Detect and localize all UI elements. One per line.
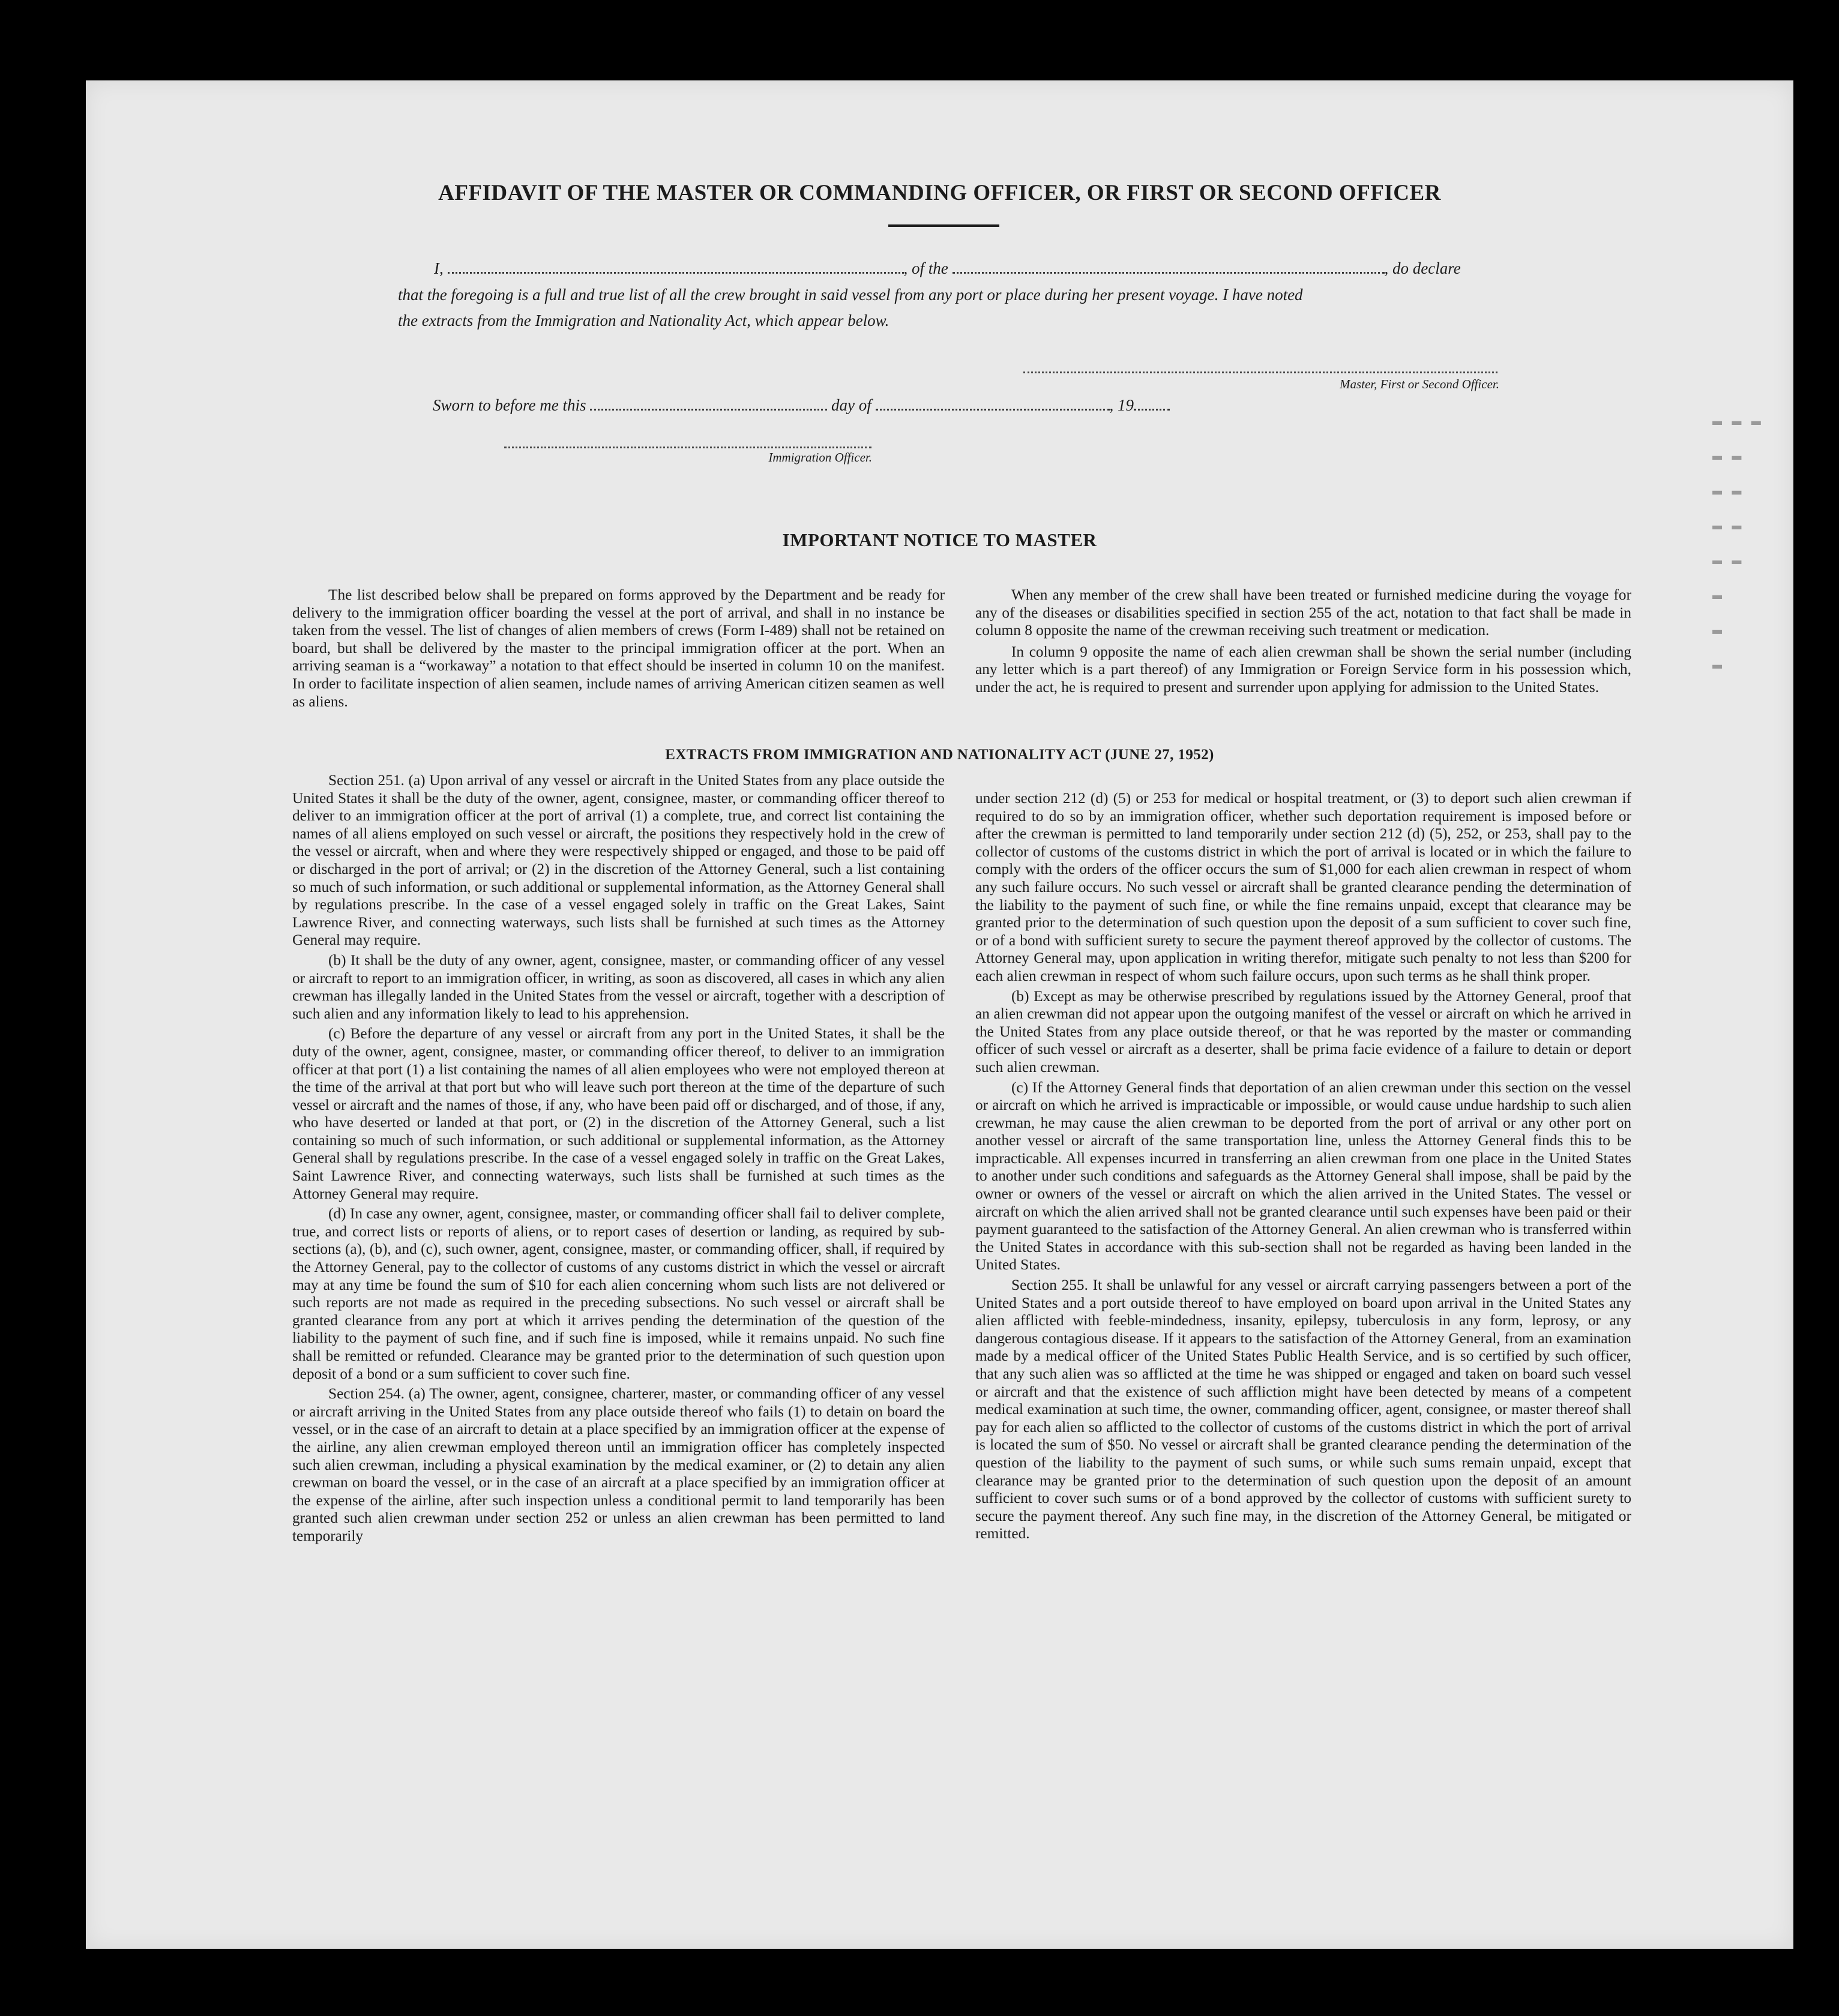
sworn-day-field[interactable] bbox=[590, 409, 827, 411]
extract-section-251d: (d) In case any owner, agent, consignee, master, or commanding officer shall fail to deliver complete, true, and correct lists or reports of aliens, or to report cases of desertion or landing, as required by sub-sections (a), (b), and (c), such owner, agent, consignee, master, or commanding officer, shall, if required by the Attorney General, pay to the collector of customs of any customs district in which the vessel or aircraft may at any time be found the sum of $10 for each alien concerning whom such lists are not delivered or such reports are not made as required in the preceding subsections. No such vessel or aircraft shall be granted clearance from any port at which it arrives pending the determination of the question of the liability to the payment of such fine, and if such fine is imposed, while it remains unpaid. No such fine shall be remitted or refunded. Clearance may be granted prior to the determination of such question upon deposit of a bond or a sum sufficient to cover such fine. bbox=[292, 1205, 945, 1382]
master-signature-line[interactable] bbox=[1023, 372, 1497, 373]
extract-section-255: Section 255. It shall be unlawful for any vessel or aircraft carrying passengers between a port of the United States and a port outside thereof to have employed on board upon arrival in the United States any alien afflicted with feeble-mindedness, insanity, epilepsy, tuberculosis in any form, leprosy, or any dangerous contagious disease. If it appears to the satisfaction of the Attorney General, from an examination made by a medical officer of the United States Public Health Service, and is so certified by such officer, that any such alien was so afflicted at the time he was shipped or engaged and taken on board such vessel or aircraft and that the existence of such affliction might have been detected by means of a competent medical examination at such time, the owner, commanding officer, agent, consignee, or master thereof shall pay for each alien so afflicted to the collector of customs of the customs district in which the port of arrival is located the sum of $50. No vessel or aircraft shall be granted clearance pending the determination of the question of the liability to the payment of such sums, or while such sums remain unpaid, except that clearance may be granted prior to the determination of such question upon the deposit of an amount sufficient to cover such sums or of a bond approved by the collector of customs with sufficient surety to secure the payment thereof. Any such fine may, in the discretion of the Attorney General, be mitigated or remitted. bbox=[975, 1277, 1631, 1542]
declaration-line-3: the extracts from the Immigration and Nationality Act, which appear below. bbox=[398, 311, 889, 329]
declaration-of-the: , of the bbox=[903, 259, 948, 277]
notice-right-paragraph-1: When any member of the crew shall have been treated or furnished medicine during the voyage for any of the diseases or disabilities specified in section 255 of the act, notation to that fact shall be made in column 8 opposite the name of the crewman receiving such treatment or medication. bbox=[975, 586, 1631, 639]
bleed-through-marks: ▬ ▬ ▬ ▬ ▬ ▬ ▬ ▬ ▬ ▬ ▬ ▬ ▬ ▬ bbox=[1712, 413, 1762, 675]
notice-right-column bbox=[975, 586, 1631, 699]
notice-left-paragraph: The list described below shall be prepared on forms approved by the Department and be ready for delivery to the immigration officer boarding the vessel at the port of arrival, and shall in no instance be taken from the vessel. The list of changes of alien members of crews (Form I-489) shall not be retained on board, but shall be delivered by the master to the principal immigration officer at the port. When an arriving seaman is a “workaway” a notation to that effect should be inserted in column 10 on the manifest. In order to facilitate inspection of alien seamen, include names of arriving American citizen seamen as well as aliens. bbox=[292, 586, 945, 710]
title-rule bbox=[888, 224, 999, 227]
immigration-officer-signature-line[interactable] bbox=[504, 447, 871, 448]
sworn-year-prefix: , 19 bbox=[1109, 396, 1134, 414]
declaration-i: I, bbox=[434, 259, 444, 277]
extract-section-251a: Section 251. (a) Upon arrival of any vessel or aircraft in the United States from any place outside the United States it shall be the duty of the owner, agent, consignee, master, or commanding officer thereof to deliver to an immigration officer at the port of arrival (1) a complete, true, and correct list containing the names of all aliens employed on such vessel or aircraft, the positions they respectively hold in the crew of the vessel or aircraft, when and where they were respectively shipped or engaged, and those to be paid off or discharged in the port of arrival; or (2) in the discretion of the Attorney General, such a list containing so much of such information, or such additional or supplemental information, as the Attorney General shall by regulations prescribe. In the case of a vessel engaged solely in traffic on the Great Lakes, Saint Lawrence River, and connecting waterways, such lists shall be furnished at such times as the Attorney General may require. bbox=[292, 772, 945, 949]
notice-right-paragraph-2: In column 9 opposite the name of each alien crewman shall be shown the serial number (including any letter which is a part thereof) of any Immigration or Foreign Service form in his possession which, under the act, he is required to present and surrender upon applying for admission to the United States. bbox=[975, 643, 1631, 696]
vessel-field[interactable] bbox=[953, 272, 1385, 274]
sworn-line bbox=[433, 396, 1333, 415]
extracts-left-column bbox=[292, 772, 945, 1548]
notice-left-column bbox=[292, 586, 945, 713]
affidavit-title: AFFIDAVIT OF THE MASTER OR COMMANDING OFFICER, OR FIRST OR SECOND OFFICER bbox=[438, 181, 1441, 205]
sworn-day-of: day of bbox=[831, 396, 871, 414]
extract-section-254c: (c) If the Attorney General finds that deportation of an alien crewman under this section on the vessel or aircraft on which he arrived is impracticable or impossible, or would cause undue hardship to such alien crewman, he may cause the alien crewman to be deported from the port of arrival or any other port on another vessel or aircraft of the same transportation line, unless the Attorney General finds this to be impracticable. All expenses incurred in transferring an alien crewman from one place in the United States to another under such conditions and safeguards as the Attorney General shall impose, shall be paid by the owner or owners of the vessel or aircraft on which the alien arrived in the United States. The vessel or aircraft on which the alien arrived shall not be granted clearance until such expenses have been paid or their payment guaranteed to the satisfaction of the Attorney General. An alien crewman who is transferred within the United States in accordance with this sub-section shall not be regarded as having been landed in the United States. bbox=[975, 1079, 1631, 1274]
extract-section-254b: (b) Except as may be otherwise prescribed by regulations issued by the Attorney General, proof that an alien crewman did not appear upon the outgoing manifest of the vessel or aircraft on which he arrived in the United States from any place outside thereof, or that he was reported by the master or commanding officer of such vessel or aircraft as a deserter, shall be prima facie evidence of a failure to detain or deport such alien crewman. bbox=[975, 987, 1631, 1076]
sworn-prefix: Sworn to before me this bbox=[433, 396, 586, 414]
notice-title: IMPORTANT NOTICE TO MASTER bbox=[782, 529, 1097, 550]
extracts-title: EXTRACTS FROM IMMIGRATION AND NATIONALITY ACT (JUNE 27, 1952) bbox=[665, 747, 1214, 763]
extract-section-251c: (c) Before the departure of any vessel or aircraft from any port in the United States, it shall be the duty of the owner, agent, consignee, master, or commanding officer thereof, to deliver to an immigration officer at that port (1) a list containing the names of all alien employees who were not employed thereon at the time of the arrival at that port but who will leave such port thereon at the time of the departure of such vessel or aircraft and the names of those, if any, who have been paid off or discharged, and of those, if any, who have deserted or landed at that port, or (2) in the discretion of the Attorney General, such a list containing so much of such information, or such additional or supplemental information, as the Attorney General shall by regulations prescribe. In the case of a vessel engaged solely in traffic on the Great Lakes, Saint Lawrence River, and connecting waterways, such lists shall be furnished at such times as the Attorney General may require. bbox=[292, 1025, 945, 1202]
document-page bbox=[86, 80, 1793, 1949]
declaration-do-declare: , do declare bbox=[1384, 259, 1461, 277]
sworn-month-field[interactable] bbox=[876, 409, 1110, 411]
extract-section-251b: (b) It shall be the duty of any owner, agent, consignee, master, or commanding officer of any vessel or aircraft to report to an immigration officer, in writing, as soon as discovered, all cases in which any alien crewman has illegally landed in the United States from the vessel or aircraft, together with a description of such alien and any information likely to lead to his apprehension. bbox=[292, 951, 945, 1022]
declaration-line-2: that the foregoing is a full and true list of all the crew brought in said vessel from any port or place during her present voyage. I have noted bbox=[398, 286, 1303, 304]
extract-section-254a: Section 254. (a) The owner, agent, consignee, charterer, master, or commanding officer of any vessel or aircraft arriving in the United States from any place outside thereof who fails (1) to detain on board the vessel, or in the case of an aircraft to detain at a place specified by an immigration officer at the expense of the airline, any alien crewman employed thereon until an immigration officer has completely inspected such alien crewman, including a physical examination by the medical examiner, or (2) to detain any alien crewman on board the vessel, or in the case of an aircraft at a place specified by an immigration officer at the expense of the airline, after such inspection unless a conditional permit to land temporarily has been granted such alien crewman under section 252 or unless an alien crewman has been permitted to land temporarily bbox=[292, 1385, 945, 1544]
name-field[interactable] bbox=[448, 272, 904, 274]
sworn-year-field[interactable] bbox=[1134, 409, 1170, 411]
extracts-right-column bbox=[975, 790, 1631, 1545]
immigration-officer-label: Immigration Officer. bbox=[768, 450, 872, 465]
master-signature-label: Master, First or Second Officer. bbox=[1340, 377, 1499, 391]
extract-section-254a-continued: under section 212 (d) (5) or 253 for medical or hospital treatment, or (3) to deport such alien crewman if required to do so by an immigration officer, whether such deportation requirement is imposed before or after the crewman is permitted to land temporarily under section 212 (d) (5), 252, or 253, shall pay to the collector of customs of the customs district in which the port of arrival is located or in which the failure to comply with the orders of the officer occurs the sum of $1,000 for each alien crewman in respect of whom any such failure occurs. No such vessel or aircraft shall be granted clearance pending the determination of the liability to the payment of such fine, or while the fine remains unpaid, except that clearance may be granted prior to the determination of such question upon the deposit of a sum sufficient to cover such fine, or of a bond with sufficient surety to secure the payment thereof approved by the collector of customs. The Attorney General may, upon application in writing therefor, mitigate such penalty to not less than $200 for each alien crewman in respect of whom such failure occurs, upon such terms as he shall think proper. bbox=[975, 790, 1631, 984]
declaration-line-1 bbox=[434, 259, 1586, 278]
